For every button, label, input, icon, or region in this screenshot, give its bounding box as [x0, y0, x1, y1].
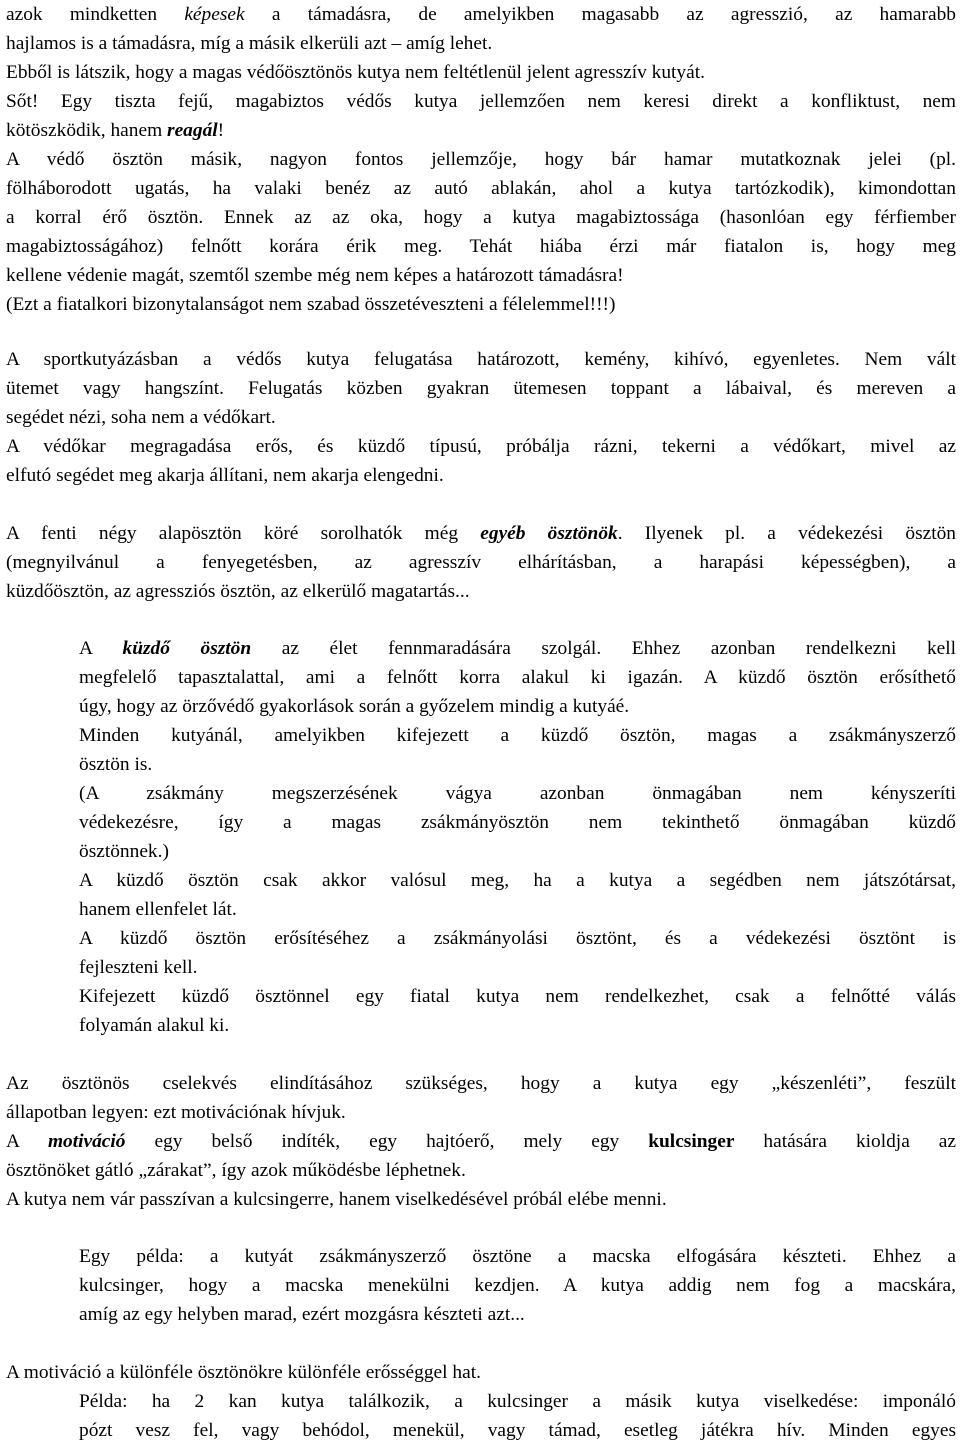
text-line: A küzdő ösztön erősítéséhez a zsákmányolási ösztönt, és a védekezési ösztönt is [79, 928, 956, 949]
paragraph-other-instincts [6, 519, 956, 606]
paragraph-motivation-effect [6, 1358, 956, 1387]
text-line: kellene védenie magát, szemtől szembe még nem képes a határozott támadásra! [6, 265, 624, 286]
text-line: (A zsákmány megszerzésének vágya azonban önmagában nem kényszeríti [79, 783, 956, 804]
emphasis-text: motiváció [47, 1131, 126, 1152]
text-line: ösztönnek.) [79, 841, 169, 862]
text-line: állapotban legyen: ezt motivációnak hívjuk. [6, 1102, 346, 1123]
text-line: Példa: ha 2 kan kutya találkozik, a kulcsinger a másik kutya viselkedése: imponáló [79, 1391, 956, 1412]
text-line: Egy példa: a kutyát zsákmányszerző ösztöne a macska elfogására készteti. Ehhez a [79, 1246, 956, 1267]
text-line: hajlamos is a támadásra, míg a másik elkerüli azt – amíg lehet. [6, 33, 493, 54]
paragraph-aggression [6, 0, 956, 319]
text-line: A motiváció a különféle ösztönökre különféle erősséggel hat. [6, 1362, 481, 1383]
text-line: A kutya nem vár passzívan a kulcsingerre, hanem viselkedésével próbál elébe menni. [6, 1189, 667, 1210]
text-line: kulcsinger, hogy a macska menekülni kezdjen. A kutya addig nem fog a macskára, [79, 1275, 956, 1296]
paragraph-motivation [6, 1069, 956, 1214]
text-line: Minden kutyánál, amelyikben kifejezett a küzdő ösztön, magas a zsákmányszerző [79, 725, 956, 746]
text-line: védekezésre, így a magas zsákmányösztön nem tekinthető önmagában küzdő [79, 812, 956, 833]
text-line: folyamán alakul ki. [79, 1015, 230, 1036]
text-line: Sőt! Egy tiszta fejű, magabiztos védős kutya jellemzően nem keresi direkt a konfliktust, nem [6, 91, 956, 112]
text-line: fölháborodott ugatás, ha valaki benéz az autó ablakán, ahol a kutya tartózkodik), kimondottan [6, 178, 956, 199]
text-line: pózt vesz fel, vagy behódol, menekül, vagy támad, esetleg játékra hív. Minden egyes [79, 1420, 956, 1441]
text-line: hanem ellenfelet lát. [79, 899, 237, 920]
text-line: A sportkutyázásban a védős kutya felugatása határozott, kemény, kihívó, egyenletes. Nem vált [6, 349, 956, 370]
text-line: Kifejezett küzdő ösztönnel egy fiatal kutya nem rendelkezhet, csak a felnőtté válás [79, 986, 956, 1007]
text-line: A védő ösztön másik, nagyon fontos jellemzője, hogy bár hamar mutatkoznak jelei (pl. [6, 149, 956, 170]
text-line: A védőkar megragadása erős, és küzdő típusú, próbálja rázni, tekerni a védőkart, mivel az [6, 436, 956, 457]
text-line: ütemet vagy hangszínt. Felugatás közben gyakran ütemesen toppant a lábaival, és mereven a [6, 378, 956, 399]
paragraph-fighting-instinct [79, 634, 956, 1040]
emphasis-text: képesek [184, 4, 245, 25]
emphasis-text: küzdő ösztön [122, 638, 252, 659]
text-line: magabiztosságához) felnőtt korára érik meg. Tehát hiába érzi már fiatalon is, hogy meg [6, 236, 956, 257]
emphasis-text: reagál [167, 120, 218, 141]
text-line: úgy, hogy az örzővédő gyakorlások során a győzelem mindig a kutyáé. [79, 696, 630, 717]
text-line: azok mindketten képesek a támadásra, de amelyikben magasabb az agresszió, az hamarabb [6, 4, 956, 25]
text-line: segédet nézi, soha nem a védőkart. [6, 407, 276, 428]
text-line: A fenti négy alapösztön köré sorolhatók még egyéb ösztönök. Ilyenek pl. a védekezési ösztön [6, 523, 956, 544]
emphasis-text: egyéb ösztönök [480, 523, 618, 544]
text-line: A motiváció egy belső indíték, egy hajtóerő, mely egy kulcsinger hatására kioldja az [6, 1131, 957, 1152]
text-line: Ebből is látszik, hogy a magas védőösztönös kutya nem feltétlenül jelent agresszív kutyát. [6, 62, 705, 83]
text-line: ösztön is. [79, 754, 153, 775]
text-line: (Ezt a fiatalkori bizonytalanságot nem szabad összetéveszteni a félelemmel!!!) [6, 294, 616, 315]
paragraph-example-cat [79, 1242, 956, 1329]
paragraph-example-dogs [79, 1387, 956, 1445]
bold-text: kulcsinger [648, 1131, 735, 1152]
text-line: (megnyilvánul a fenyegetésben, az agresszív elhárításban, a harapási képességben), a [6, 552, 956, 573]
text-line: A küzdő ösztön csak akkor valósul meg, ha a kutya a segédben nem játszótársat, [79, 870, 956, 891]
text-line: fejleszteni kell. [79, 957, 198, 978]
text-line: a korral érő ösztön. Ennek az az oka, hogy a kutya magabiztossága (hasonlóan egy férfiember [6, 207, 956, 228]
paragraph-sport [6, 345, 956, 490]
text-line: amíg az egy helyben marad, ezért mozgásra készteti azt... [79, 1304, 525, 1325]
text-line: megfelelő tapasztalattal, ami a felnőtt korra alakul ki igazán. A küzdő ösztön erősíthető [79, 667, 956, 688]
text-line: küzdőösztön, az agressziós ösztön, az elkerülő magatartás... [6, 581, 470, 602]
text-line: Az ösztönös cselekvés elindításához szükséges, hogy a kutya egy „készenléti”, feszült [6, 1073, 956, 1094]
text-line: kötöszködik, hanem reagál! [6, 120, 225, 141]
text-line: A küzdő ösztön az élet fennmaradására szolgál. Ehhez azonban rendelkezni kell [79, 638, 957, 659]
text-line: elfutó segédet meg akarja állítani, nem akarja elengedni. [6, 465, 444, 486]
text-line: ösztönöket gátló „zárakat”, így azok működésbe léphetnek. [6, 1160, 466, 1181]
